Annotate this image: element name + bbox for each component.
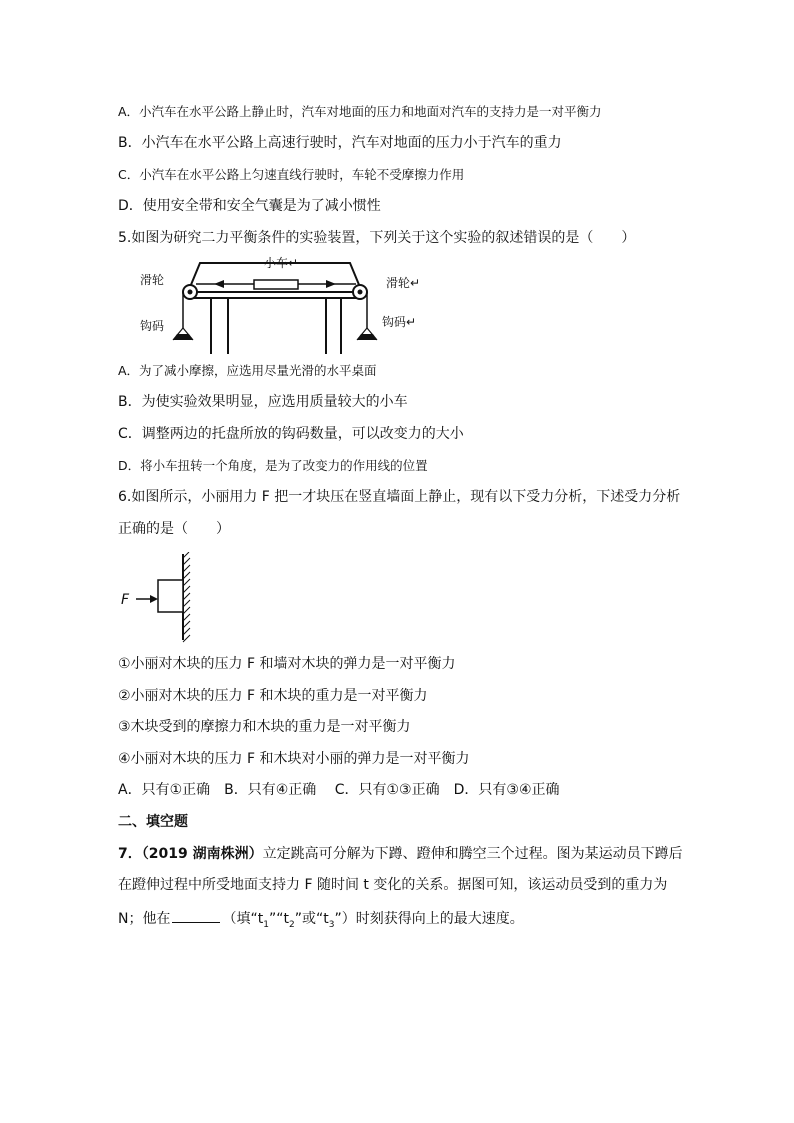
q4-option-d: D．使用安全带和安全气囊是为了减小惯性: [118, 198, 381, 214]
q7-line2: 在蹬伸过程中所受地面支持力 F 随时间 t 变化的关系。据图可知，该运动员受到的重力为: [118, 877, 668, 893]
left-weight: [173, 328, 193, 340]
q7-line3-mid: （填“t: [222, 911, 264, 927]
q4-option-c: C．小汽车在水平公路上匀速直线行驶时，车轮不受摩擦力作用: [118, 167, 465, 182]
t1-subscript: 1: [263, 919, 269, 930]
q5-option-a: A．为了减小摩擦，应选用尽量光滑的水平桌面: [118, 363, 377, 378]
label-weight-left: 钩码: [140, 319, 165, 333]
q4-option-a: A．小汽车在水平公路上静止时，汽车对地面的压力和地面对汽车的支持力是一对平衡力: [118, 104, 602, 119]
arrow-right: [326, 280, 336, 288]
label-car: 小车↵: [264, 256, 299, 270]
left-pulley: [183, 285, 197, 299]
section-title: 二、填空题: [118, 814, 188, 830]
q5-stem: 5.如图为研究二力平衡条件的实验装置，下列关于这个实验的叙述错误的是（ ）: [118, 230, 636, 246]
t3-subscript: 3: [328, 919, 335, 930]
label-weight-right: 钩码↵: [382, 315, 417, 329]
car-block: [254, 280, 298, 289]
q6-stem-line1: 6.如图所示，小丽用力 F 把一才块压在竖直墙面上静止，现有以下受力分析，下述受力分析: [118, 489, 681, 505]
q4-option-b: B．小汽车在水平公路上高速行驶时，汽车对地面的压力小于汽车的重力: [118, 135, 562, 151]
q7-quote-mid1: ”“t: [268, 911, 289, 927]
q6-statement-2: ②小丽对木块的压力 F 和木块的重力是一对平衡力: [118, 688, 428, 704]
q7-line1: [118, 845, 683, 863]
q6-stem-line2: 正确的是（ ）: [118, 521, 230, 537]
label-pulley-right: 滑轮↵: [386, 276, 421, 290]
wood-block: [158, 580, 183, 612]
q6-statement-3: ③木块受到的摩擦力和木块的重力是一对平衡力: [118, 719, 411, 735]
q7-line3-end: ”）时刻获得向上的最大速度。: [334, 911, 524, 927]
q5-apparatus-figure: [138, 254, 428, 358]
q7-number: 7．: [118, 846, 142, 862]
t2-subscript: 2: [288, 919, 295, 930]
answer-blank[interactable]: [172, 908, 220, 923]
q7-line1-text: 立定跳高可分解为下蹲、蹬伸和腾空三个过程。图为某运动员下蹲后: [262, 846, 683, 862]
label-force: F: [121, 592, 130, 608]
q7-quote-mid2: ”或“t: [294, 911, 329, 927]
label-pulley-left: 滑轮: [140, 273, 165, 287]
q6-statement-4: ④小丽对木块的压力 F 和木块对小丽的弹力是一对平衡力: [118, 751, 470, 767]
right-weight: [357, 328, 377, 340]
q5-option-c: C．调整两边的托盘所放的钩码数量，可以改变力的大小: [118, 426, 464, 442]
force-arrow: [150, 595, 158, 603]
wall-hatching: [183, 552, 190, 642]
arrow-left: [214, 280, 224, 288]
q6-options: A．只有①正确 B．只有④正确 C．只有①③正确 D．只有③④正确: [118, 782, 560, 798]
right-pulley: [353, 285, 367, 299]
q5-option-b: B．为使实验效果明显，应选用质量较大的小车: [118, 394, 408, 410]
q7-line3-start: N；他在: [118, 911, 171, 927]
q7-line3: [118, 908, 524, 934]
q7-source: （2019 湖南株洲）: [141, 846, 263, 862]
q6-statement-1: ①小丽对木块的压力 F 和墙对木块的弹力是一对平衡力: [118, 656, 456, 672]
q6-block-wall-figure: [118, 552, 198, 644]
q5-option-d: D．将小车扭转一个角度，是为了改变力的作用线的位置: [118, 458, 428, 473]
